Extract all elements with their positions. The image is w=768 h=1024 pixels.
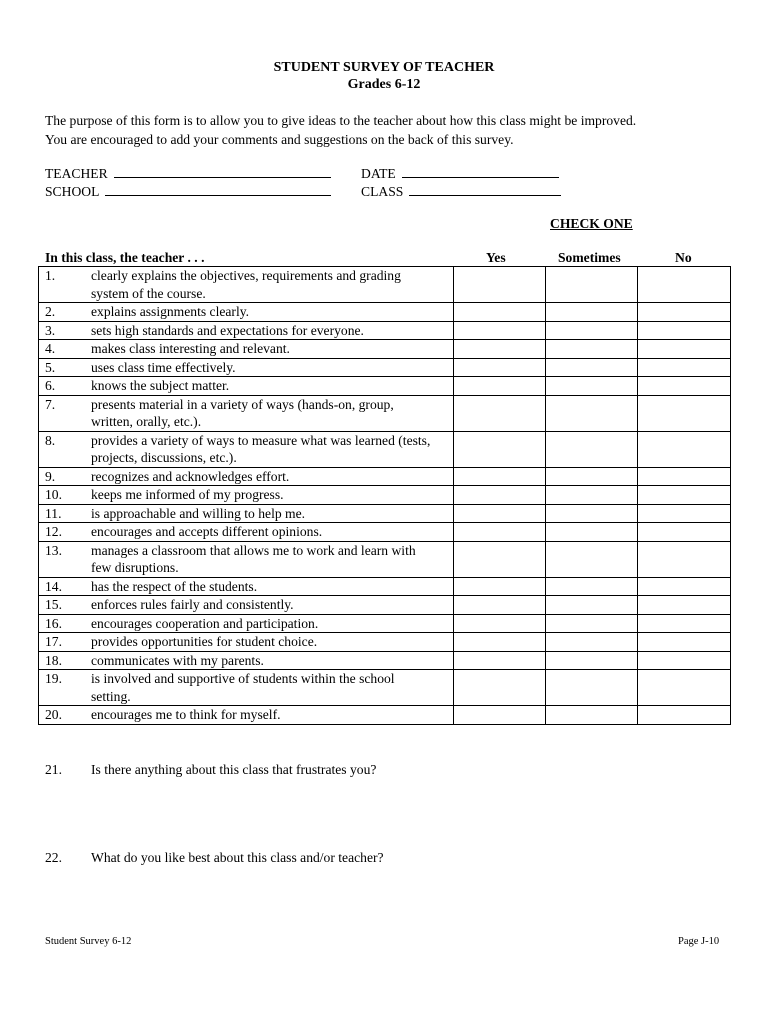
answer-cell-sometimes[interactable] [546,614,638,633]
question-cell [39,467,454,486]
question-cell [39,614,454,633]
answer-cell-no[interactable] [638,523,731,542]
answer-cell-yes[interactable] [454,670,546,706]
question-cell [39,431,454,467]
question-text: communicates with my parents. [91,652,264,668]
question-text: presents material in a variety of ways (hands-on, group, written, orally, etc.). [91,396,394,429]
question-cell [39,358,454,377]
question-text: uses class time effectively. [91,359,236,375]
question-cell [39,633,454,652]
question-text: keeps me informed of my progress. [91,487,284,502]
date-blank[interactable] [402,164,559,178]
table-row [39,523,731,542]
answer-cell-sometimes[interactable] [546,633,638,652]
answer-cell-sometimes[interactable] [546,541,638,577]
table-row [39,303,731,322]
answer-cell-yes[interactable] [454,651,546,670]
answer-cell-no[interactable] [638,541,731,577]
question-number: 6. [45,378,56,393]
question-number: 14. [45,578,62,594]
column-yes: Yes [486,250,506,265]
footer-page-number: Page J-10 [678,936,720,947]
class-field[interactable] [361,182,561,200]
school-label: SCHOOL [45,184,100,199]
answer-cell-yes[interactable] [454,577,546,596]
table-row [39,358,731,377]
question-number: 2. [45,304,56,319]
survey-table [38,266,731,725]
school-blank[interactable] [105,182,331,196]
answer-cell-no[interactable] [638,321,731,340]
open-question-text: What do you like best about this class and/or teacher? [91,850,384,865]
class-label: CLASS [361,184,404,199]
question-number: 19. [45,671,62,686]
answer-cell-no[interactable] [638,431,731,467]
question-text: encourages me to think for myself. [91,707,281,722]
answer-cell-sometimes[interactable] [546,340,638,359]
question-text: makes class interesting and relevant. [91,341,290,356]
survey-title: STUDENT SURVEY OF TEACHER [273,60,495,75]
survey-subtitle: Grades 6-12 [347,77,421,92]
answer-cell-no[interactable] [638,395,731,431]
answer-cell-yes[interactable] [454,504,546,523]
table-row [39,486,731,505]
answer-cell-yes[interactable] [454,395,546,431]
answer-cell-yes[interactable] [454,377,546,396]
table-row [39,670,731,706]
question-text: clearly explains the objectives, requirements and grading system of the course. [91,268,401,301]
question-cell [39,541,454,577]
question-cell [39,706,454,725]
answer-cell-no[interactable] [638,486,731,505]
open-question-22 [45,850,384,866]
question-number: 5. [45,359,56,375]
question-number: 17. [45,634,62,649]
answer-cell-no[interactable] [638,340,731,359]
answer-cell-no[interactable] [638,504,731,523]
question-cell [39,486,454,505]
table-row [39,596,731,615]
question-text: sets high standards and expectations for everyone. [91,322,364,338]
answer-cell-sometimes[interactable] [546,303,638,322]
answer-cell-no[interactable] [638,377,731,396]
question-cell [39,504,454,523]
table-row [39,706,731,725]
survey-stem: In this class, the teacher . . . [45,250,205,265]
answer-cell-sometimes[interactable] [546,670,638,706]
question-cell [39,321,454,340]
answer-cell-no[interactable] [638,670,731,706]
question-cell [39,577,454,596]
answer-cell-no[interactable] [638,358,731,377]
question-number: 4. [45,341,56,356]
question-number: 3. [45,322,56,338]
answer-cell-no[interactable] [638,577,731,596]
table-row [39,377,731,396]
intro-line-2: You are encouraged to add your comments and suggestions on the back of this survey. [45,132,514,147]
answer-cell-no[interactable] [638,267,731,303]
question-cell [39,303,454,322]
answer-cell-yes[interactable] [454,267,546,303]
question-number: 18. [45,652,62,668]
table-row [39,633,731,652]
question-number: 15. [45,597,62,612]
question-cell [39,377,454,396]
answer-cell-no[interactable] [638,596,731,615]
question-cell [39,670,454,706]
question-number: 7. [45,396,56,412]
answer-cell-yes[interactable] [454,523,546,542]
answer-cell-sometimes[interactable] [546,431,638,467]
question-number: 11. [45,505,62,521]
table-row [39,321,731,340]
footer-left: Student Survey 6-12 [45,936,132,947]
question-number: 9. [45,468,56,484]
question-cell [39,340,454,359]
question-number: 10. [45,487,62,502]
answer-cell-sometimes[interactable] [546,377,638,396]
answer-cell-sometimes[interactable] [546,358,638,377]
answer-cell-yes[interactable] [454,633,546,652]
intro-paragraph [45,111,727,149]
teacher-field[interactable] [45,164,331,182]
date-field[interactable] [361,164,559,182]
question-text: manages a classroom that allows me to work and learn with few disruptions. [91,542,416,575]
question-cell [39,267,454,303]
table-row [39,504,731,523]
question-text: has the respect of the students. [91,578,258,594]
table-row [39,395,731,431]
answer-cell-yes[interactable] [454,486,546,505]
answer-cell-sometimes[interactable] [546,651,638,670]
answer-cell-sometimes[interactable] [546,467,638,486]
question-number: 8. [45,432,56,448]
open-question-number: 21. [45,762,62,777]
table-row [39,541,731,577]
answer-cell-sometimes[interactable] [546,523,638,542]
answer-cell-yes[interactable] [454,340,546,359]
answer-cell-no[interactable] [638,633,731,652]
answer-cell-sometimes[interactable] [546,596,638,615]
intro-line-1: The purpose of this form is to allow you to give ideas to the teacher about how this class might be improved. [45,113,637,128]
class-blank[interactable] [409,182,561,196]
column-no: No [675,250,692,265]
question-cell [39,651,454,670]
question-cell [39,523,454,542]
teacher-blank[interactable] [114,164,331,178]
column-sometimes: Sometimes [558,250,621,265]
question-text: is approachable and willing to help me. [91,505,306,521]
question-text: encourages cooperation and participation. [91,615,319,631]
question-text: provides a variety of ways to measure what was learned (tests, projects, discussions, etc.). [91,432,431,465]
table-row [39,467,731,486]
question-cell [39,596,454,615]
question-text: explains assignments clearly. [91,304,250,319]
check-one-heading: CHECK ONE [550,216,633,231]
school-field[interactable] [45,182,331,200]
open-question-number: 22. [45,850,62,865]
answer-cell-yes[interactable] [454,596,546,615]
question-number: 12. [45,524,62,539]
question-cell [39,395,454,431]
question-text: encourages and accepts different opinions. [91,524,323,539]
answer-cell-no[interactable] [638,614,731,633]
answer-cell-no[interactable] [638,706,731,725]
question-number: 1. [45,268,56,283]
question-text: recognizes and acknowledges effort. [91,468,290,484]
answer-cell-no[interactable] [638,651,731,670]
answer-cell-yes[interactable] [454,541,546,577]
answer-cell-yes[interactable] [454,321,546,340]
answer-cell-yes[interactable] [454,303,546,322]
answer-cell-sometimes[interactable] [546,486,638,505]
open-question-text: Is there anything about this class that frustrates you? [91,762,377,777]
answer-cell-sometimes[interactable] [546,504,638,523]
table-row [39,577,731,596]
answer-cell-yes[interactable] [454,467,546,486]
answer-cell-sometimes[interactable] [546,267,638,303]
date-label: DATE [361,166,396,181]
answer-cell-no[interactable] [638,467,731,486]
answer-cell-yes[interactable] [454,358,546,377]
teacher-label: TEACHER [45,166,108,181]
table-row [39,614,731,633]
question-text: knows the subject matter. [91,378,230,393]
table-row [39,431,731,467]
answer-cell-no[interactable] [638,303,731,322]
answer-cell-sometimes[interactable] [546,395,638,431]
question-number: 20. [45,707,62,722]
question-number: 13. [45,542,62,558]
open-question-21 [45,762,376,778]
table-row [39,267,731,303]
answer-cell-sometimes[interactable] [546,321,638,340]
answer-cell-yes[interactable] [454,706,546,725]
question-text: enforces rules fairly and consistently. [91,597,294,612]
answer-cell-sometimes[interactable] [546,706,638,725]
table-row [39,651,731,670]
question-text: is involved and supportive of students within the school setting. [91,671,395,704]
question-text: provides opportunities for student choice. [91,634,318,649]
table-row [39,340,731,359]
answer-cell-yes[interactable] [454,431,546,467]
question-number: 16. [45,615,62,631]
answer-cell-sometimes[interactable] [546,577,638,596]
answer-cell-yes[interactable] [454,614,546,633]
